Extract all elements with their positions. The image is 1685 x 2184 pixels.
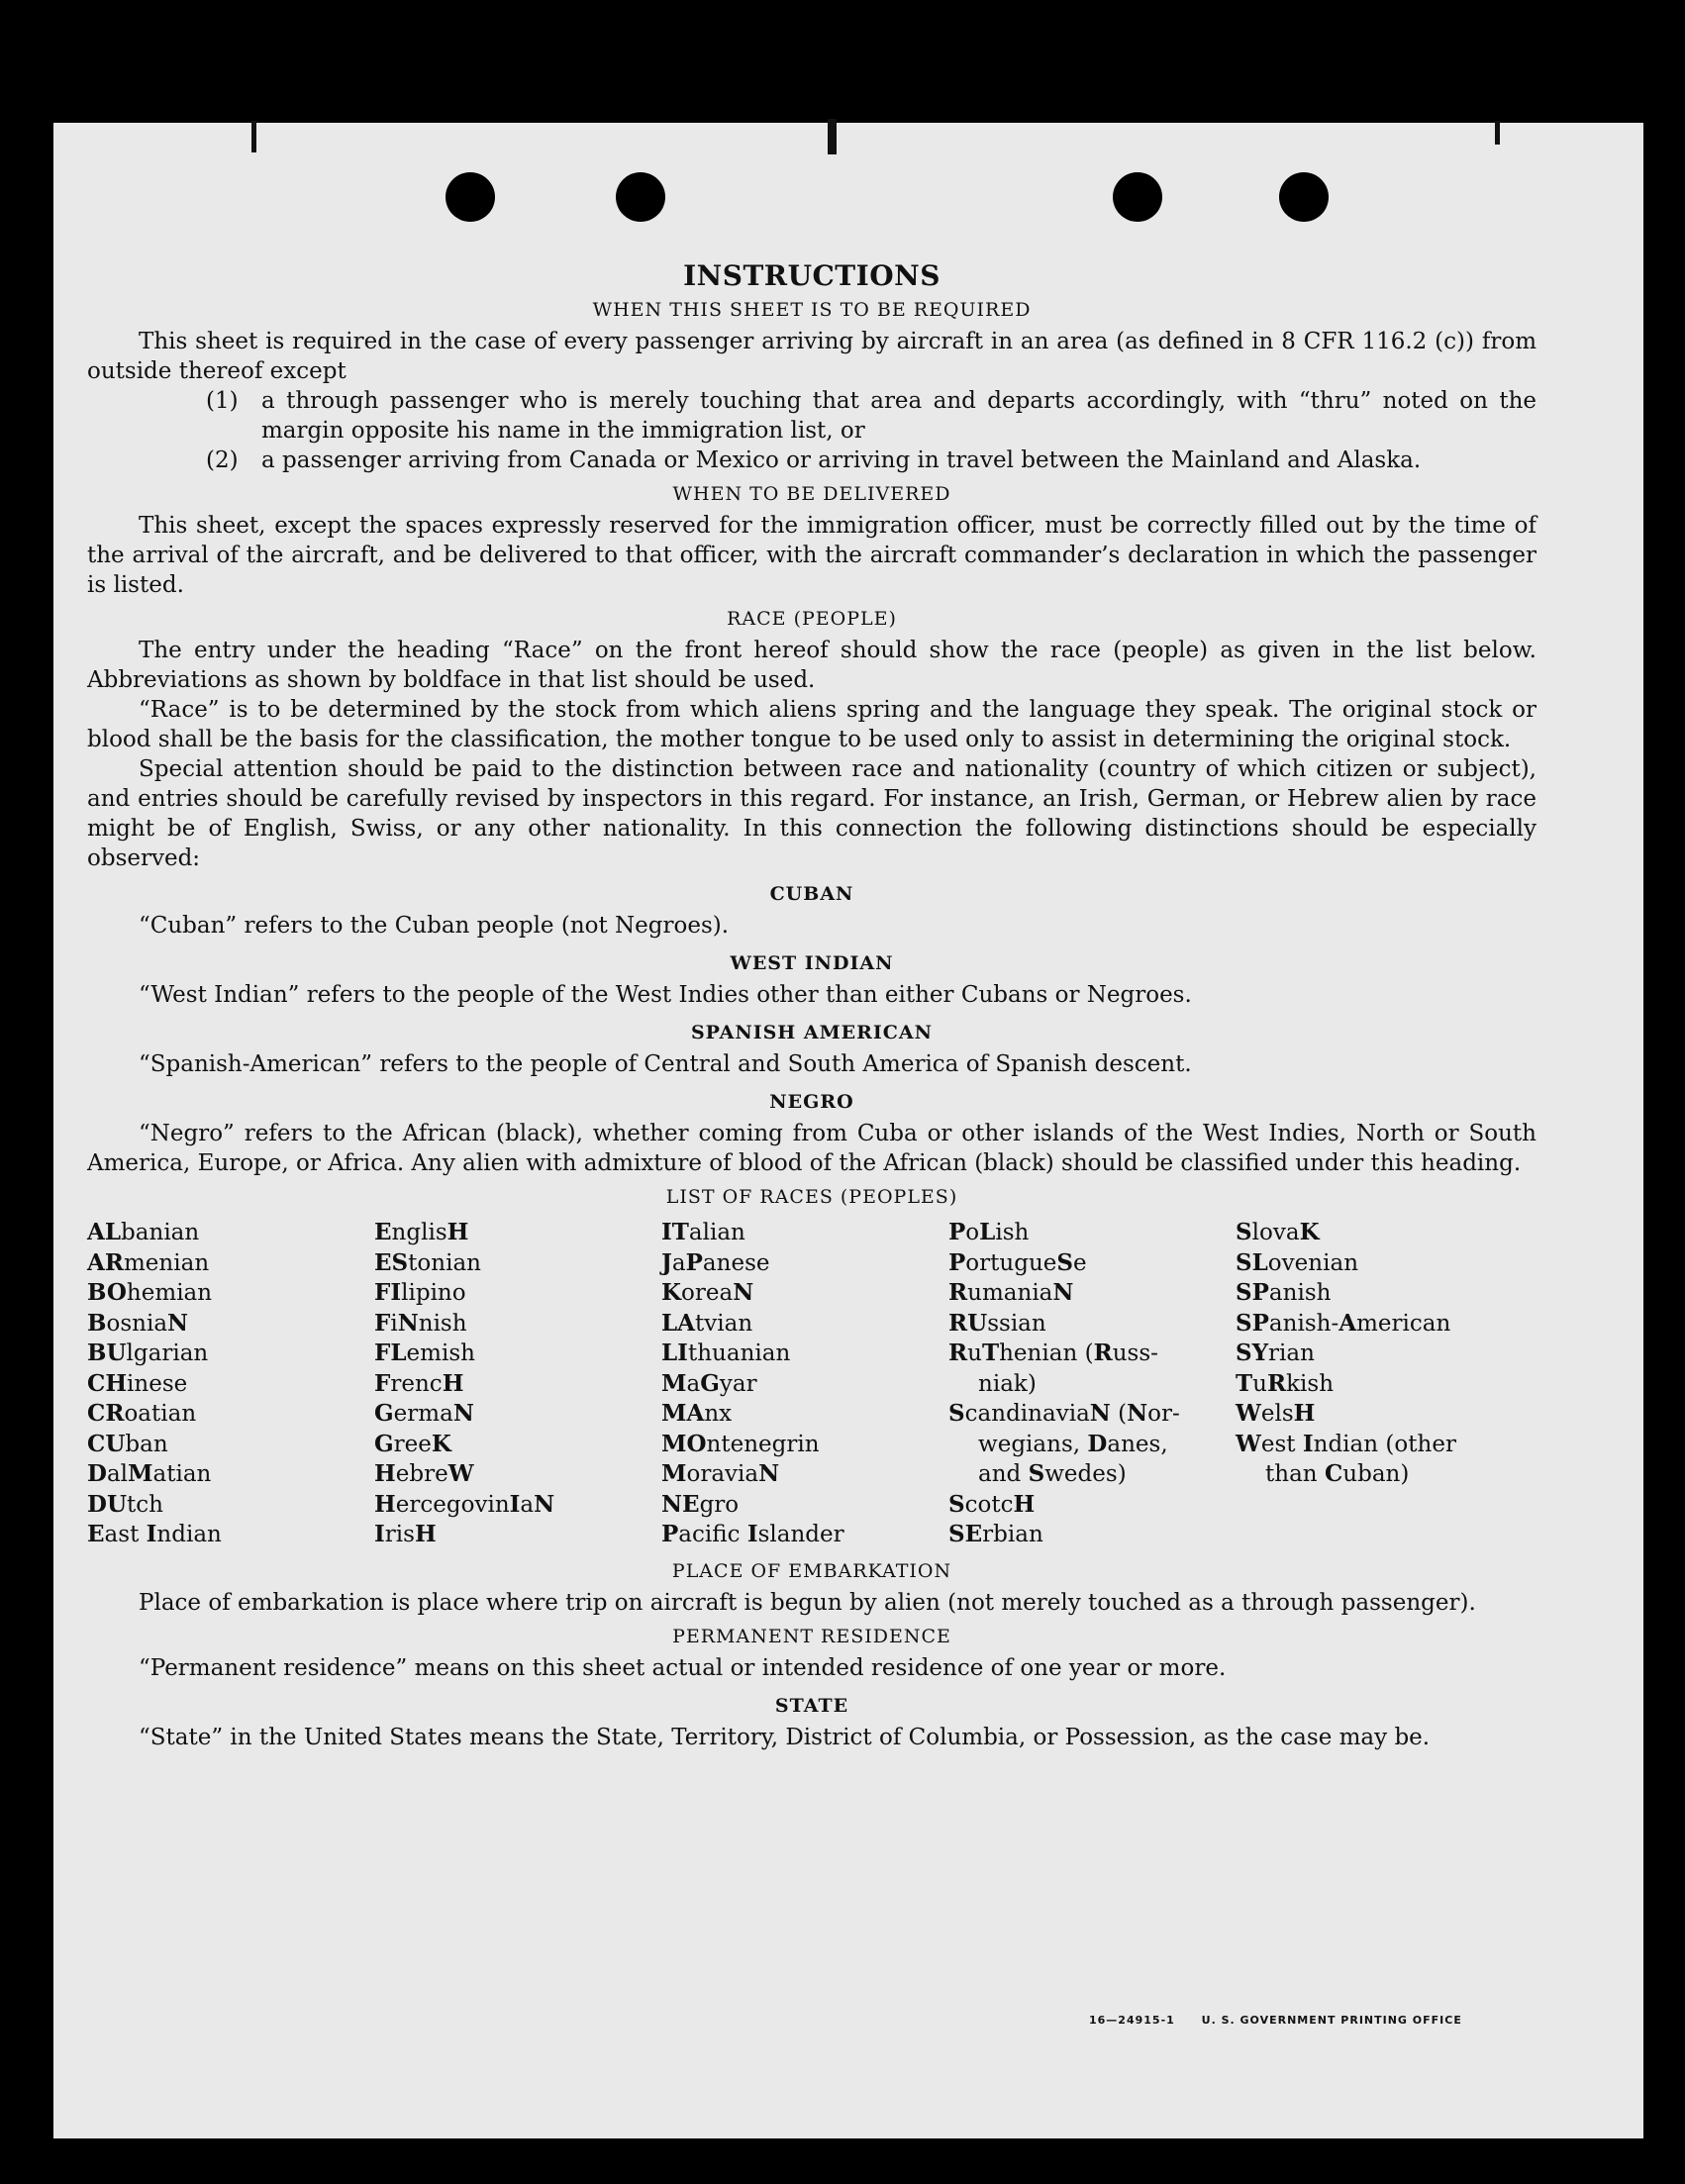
race-entry: CRoatian bbox=[87, 1400, 197, 1427]
race-entry: FIlipino bbox=[374, 1279, 466, 1306]
races-column bbox=[374, 1218, 661, 1550]
race-entry: IrisH bbox=[374, 1521, 437, 1547]
heading-west-indian: WEST INDIAN bbox=[730, 952, 894, 974]
race-entry: BOhemian bbox=[87, 1279, 213, 1306]
race-entry: West Indian (other bbox=[1236, 1430, 1456, 1457]
race-entry: MOntenegrin bbox=[661, 1430, 820, 1457]
race-entry: ScandinaviaN (Nor- bbox=[948, 1400, 1180, 1427]
instructions-content bbox=[87, 261, 1536, 1752]
race-entry: DalMatian bbox=[87, 1460, 212, 1487]
race-entry: RuThenian (Russ- bbox=[948, 1340, 1158, 1366]
race-entry: RumaniaN bbox=[948, 1279, 1074, 1306]
heading-when-delivered: WHEN TO BE DELIVERED bbox=[672, 483, 951, 505]
race-entry: PoLish bbox=[948, 1219, 1030, 1245]
race-entry: HercegovinIaN bbox=[374, 1490, 555, 1518]
item-number: (1) bbox=[206, 388, 239, 414]
race-entry: SPanish bbox=[1236, 1279, 1332, 1306]
race-entry: ITalian bbox=[661, 1219, 745, 1245]
race-entry: SErbian bbox=[948, 1521, 1043, 1547]
paragraph-spanish-american: “Spanish-American” refers to the people of Central and South America of Spanish descent. bbox=[139, 1051, 1192, 1077]
scan-mark bbox=[251, 121, 256, 152]
races-list bbox=[87, 1218, 1536, 1550]
document-sheet bbox=[53, 123, 1643, 2138]
races-column bbox=[1236, 1218, 1533, 1550]
race-entry: BosniaN bbox=[87, 1309, 189, 1337]
scan-mark bbox=[828, 119, 837, 154]
race-entry: MaGyar bbox=[661, 1369, 757, 1397]
page-title: INSTRUCTIONS bbox=[683, 259, 941, 292]
paragraph-negro: “Negro” refers to the African (black), whether coming from Cuba or other islands of the West Indies, North or South America, Europe, or Africa. Any alien with admixture of blood of the African (black) should be classified under this heading. bbox=[87, 1121, 1536, 1176]
race-entry: WelsH bbox=[1236, 1400, 1316, 1427]
punch-hole bbox=[446, 172, 495, 222]
race-entry: SlovaK bbox=[1236, 1219, 1320, 1245]
paragraph-race-3: Special attention should be paid to the distinction between race and nationality (country of which citizen or subject), and entries should be carefully revised by inspectors in this regard. For instance, an Irish, German, or Hebrew alien by race might be of English, Swiss, or any other nationality. In this connection the following distinctions should be especially observed: bbox=[87, 756, 1536, 871]
race-entry: JaPanese bbox=[661, 1248, 770, 1276]
race-entry: RUssian bbox=[948, 1309, 1046, 1337]
races-column bbox=[948, 1218, 1236, 1550]
race-entry: niak) bbox=[978, 1370, 1037, 1397]
heading-negro: NEGRO bbox=[769, 1091, 854, 1113]
paragraph-when-delivered: This sheet, except the spaces expressly reserved for the immigration officer, must be correctly filled out by the time of the arrival of the aircraft, and be delivered to that officer, with the aircraft commander’s declaration in which the passenger is listed. bbox=[87, 513, 1536, 598]
item-text: a passenger arriving from Canada or Mexico or arriving in travel between the Mainland and Alaska. bbox=[261, 447, 1422, 473]
item-text: a through passenger who is merely touching that area and departs accordingly, with “thru” noted on the margin opposite his name in the immigration list, or bbox=[261, 388, 1536, 444]
heading-embarkation: PLACE OF EMBARKATION bbox=[671, 1559, 952, 1582]
race-entry: ScotcH bbox=[948, 1490, 1036, 1518]
punch-hole bbox=[1279, 172, 1329, 222]
races-column bbox=[661, 1218, 948, 1550]
race-entry: ARmenian bbox=[87, 1248, 210, 1276]
race-entry: GermaN bbox=[374, 1400, 474, 1427]
race-entry: NEgro bbox=[661, 1490, 740, 1518]
races-column bbox=[87, 1218, 374, 1550]
race-entry: LIthuanian bbox=[661, 1340, 791, 1366]
paragraph-cuban: “Cuban” refers to the Cuban people (not Negroes). bbox=[139, 913, 730, 939]
race-entry: LAtvian bbox=[661, 1309, 753, 1337]
race-entry: FLemish bbox=[374, 1340, 475, 1366]
race-entry: ALbanian bbox=[87, 1219, 200, 1245]
race-entry: BUlgarian bbox=[87, 1340, 209, 1366]
heading-when-required: WHEN THIS SHEET IS TO BE REQUIRED bbox=[592, 299, 1032, 321]
punch-hole bbox=[616, 172, 665, 222]
race-entry: HebreW bbox=[374, 1460, 474, 1487]
race-entry: EnglisH bbox=[374, 1219, 469, 1245]
list-item bbox=[206, 386, 1536, 446]
race-entry: PortugueSe bbox=[948, 1248, 1087, 1276]
race-entry: FrencH bbox=[374, 1369, 464, 1397]
paragraph-state: “State” in the United States means the State, Territory, District of Columbia, or Possession, as the case may be. bbox=[139, 1724, 1431, 1750]
heading-spanish-american: SPANISH AMERICAN bbox=[690, 1022, 934, 1043]
race-entry: than Cuban) bbox=[1265, 1460, 1410, 1487]
punch-hole bbox=[1113, 172, 1162, 222]
item-number: (2) bbox=[206, 447, 239, 473]
paragraph-embarkation: Place of embarkation is place where trip on aircraft is begun by alien (not merely touched as a through passenger). bbox=[139, 1589, 1476, 1616]
race-entry: TuRkish bbox=[1236, 1369, 1335, 1397]
paragraph-race-2: “Race” is to be determined by the stock from which aliens spring and the language they speak. The original stock or blood shall be the basis for the classification, the mother tongue to be used only to assist in determining the original stock. bbox=[87, 697, 1536, 752]
race-entry: SPanish-American bbox=[1236, 1309, 1451, 1337]
paragraph-race-1: The entry under the heading “Race” on the front hereof should show the race (people) as given in the list below. Abbreviations as shown by boldface in that list should be used. bbox=[87, 638, 1536, 693]
heading-cuban: CUBAN bbox=[769, 883, 854, 905]
print-imprint bbox=[1089, 2014, 1484, 2027]
race-entry: GreeK bbox=[374, 1430, 451, 1457]
race-entry: EStonian bbox=[374, 1248, 481, 1276]
race-entry: CHinese bbox=[87, 1369, 188, 1397]
race-entry: FiNnish bbox=[374, 1309, 467, 1337]
paragraph-permanent-residence: “Permanent residence” means on this sheet actual or intended residence of one year or more. bbox=[139, 1654, 1227, 1681]
race-entry: and Swedes) bbox=[978, 1460, 1127, 1487]
race-entry: DUtch bbox=[87, 1490, 163, 1518]
heading-permanent-residence: PERMANENT RESIDENCE bbox=[672, 1625, 951, 1647]
race-entry: wegians, Danes, bbox=[978, 1430, 1168, 1457]
list-item bbox=[206, 446, 1536, 475]
race-entry: SLovenian bbox=[1236, 1248, 1359, 1276]
heading-list-of-races: LIST OF RACES (PEOPLES) bbox=[665, 1186, 958, 1208]
scan-mark bbox=[1495, 121, 1500, 145]
race-entry: CUban bbox=[87, 1430, 168, 1457]
paragraph-west-indian: “West Indian” refers to the people of the West Indies other than either Cubans or Negroes. bbox=[139, 982, 1192, 1008]
race-entry: Pacifc Islander bbox=[661, 1521, 844, 1547]
paragraph-when-required: This sheet is required in the case of every passenger arriving by aircraft in an area (as defined in 8 CFR 116.2 (c)) from outside thereof except bbox=[87, 329, 1536, 384]
race-entry: East Indian bbox=[87, 1521, 222, 1547]
heading-state: STATE bbox=[774, 1694, 849, 1717]
race-entry: MoraviaN bbox=[661, 1460, 780, 1487]
heading-race: RACE (PEOPLE) bbox=[727, 608, 897, 630]
form-number: 16—24915-1 bbox=[1089, 2014, 1175, 2027]
race-entry: MAnx bbox=[661, 1400, 733, 1427]
race-entry: KoreaN bbox=[661, 1279, 754, 1306]
printer-name: U. S. GOVERNMENT PRINTING OFFICE bbox=[1201, 2014, 1462, 2027]
race-entry: SYrian bbox=[1236, 1340, 1315, 1366]
